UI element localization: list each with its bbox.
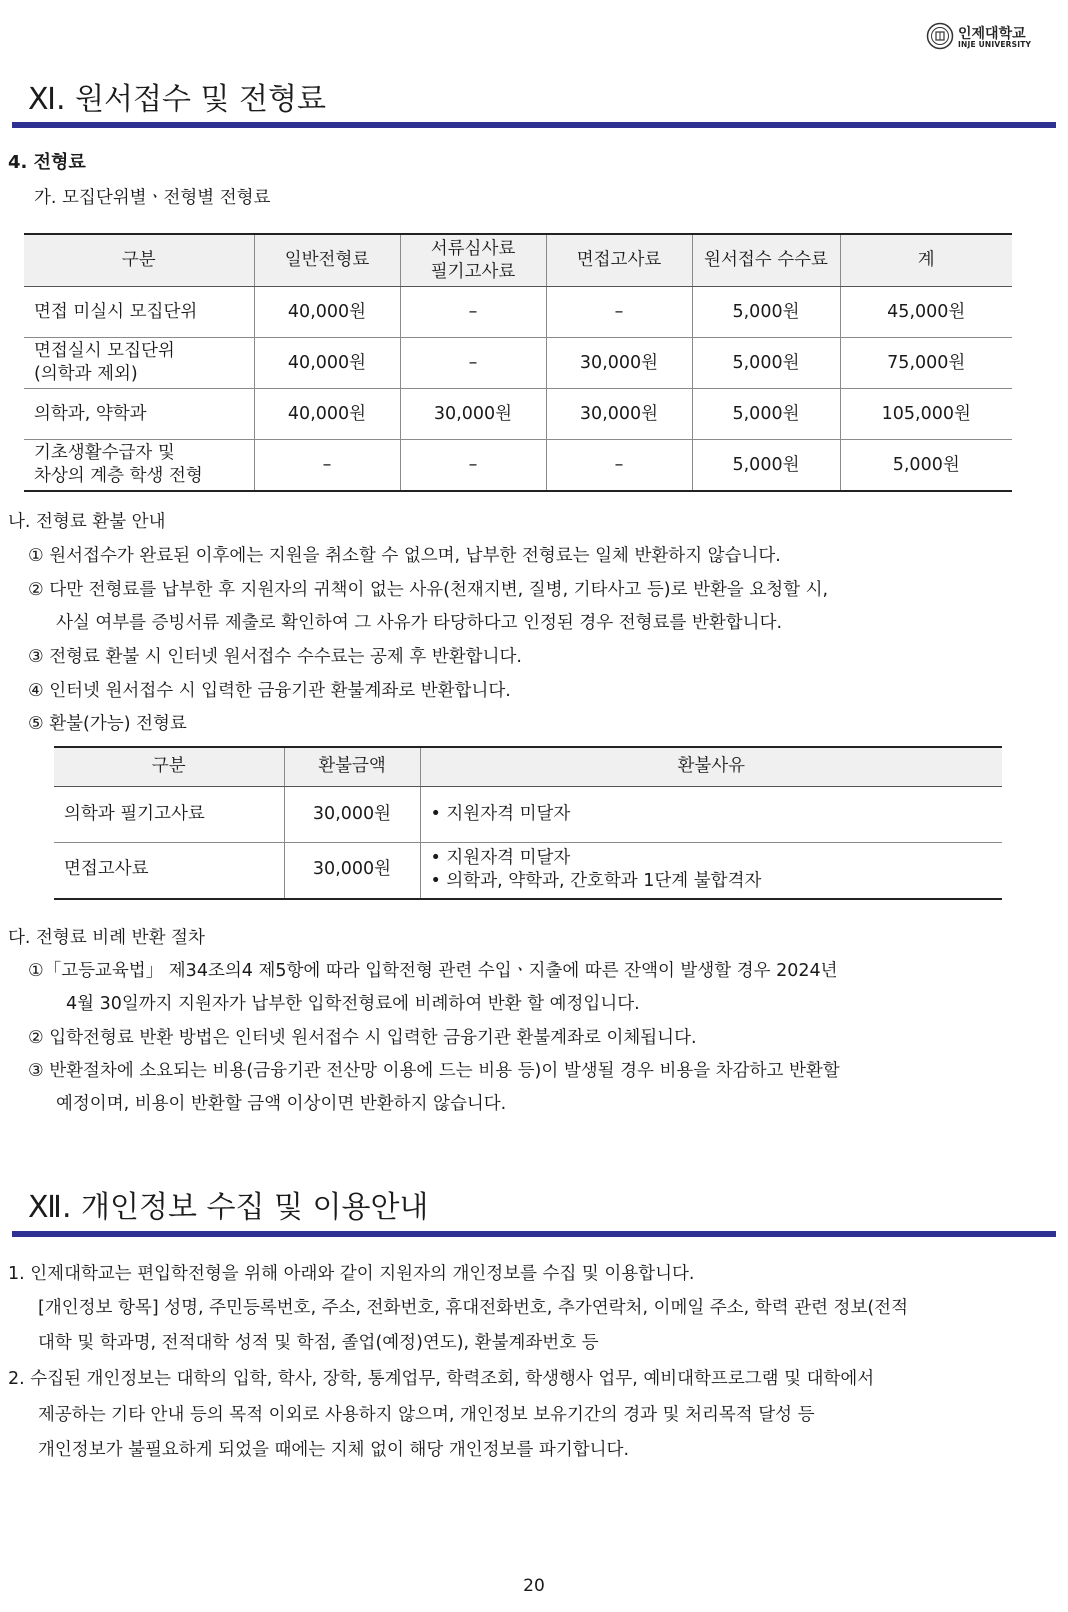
table-row	[24, 440, 1012, 492]
category-line: 차상의 계층 학생 전형	[34, 466, 203, 486]
privacy-item-detail: 대학 및 학과명, 전적대학 성적 및 학점, 졸업(예정)연도), 환불계좌번호 등	[38, 1333, 599, 1353]
refund-col-amount: 환불금액	[284, 747, 420, 787]
fee-cell-total: 105,000원	[840, 389, 1012, 440]
proportional-refund-item: ② 입학전형료 반환 방법은 인터넷 원서접수 시 입력한 금융기관 환불계좌로 이체됩니다.	[28, 1028, 697, 1048]
category-line: (의학과 제외)	[34, 364, 138, 384]
category-line: 기초생활수급자 및	[34, 443, 175, 464]
reason-line: • 의학과, 약학과, 간호학과 1단계 불합격자	[430, 871, 762, 892]
fee-cell-total: 75,000원	[840, 338, 1012, 389]
privacy-item-detail: 개인정보가 불필요하게 되었을 때에는 지체 없이 해당 개인정보를 파기합니다.	[38, 1440, 630, 1460]
reason-line: • 지원자격 미달자	[430, 847, 571, 868]
privacy-item: 1. 인제대학교는 편입학전형을 위해 아래와 같이 지원자의 개인정보를 수집 및 이용합니다.	[8, 1264, 695, 1284]
section-12-title-bar	[12, 1231, 1056, 1237]
fee-cell-interview: 30,000원	[546, 389, 692, 440]
table-row	[54, 843, 1002, 899]
category-line: 의학과, 약학과	[34, 403, 147, 424]
fee-col-application: 원서접수 수수료	[692, 234, 840, 287]
refund-table-header-row	[54, 747, 1002, 787]
fee-cell-interview: –	[546, 287, 692, 338]
proportional-refund-item: ③ 반환절차에 소요되는 비용(금융기관 전산망 이용에 드는 비용 등)이 발생될 경우 비용을 차감하고 반환할	[28, 1061, 840, 1081]
fee-by-unit-heading: 가. 모집단위별ㆍ전형별 전형료	[34, 188, 271, 208]
table-row	[24, 338, 1012, 389]
refund-table	[54, 746, 1002, 900]
table-row	[24, 287, 1012, 338]
refund-item-continued: 사실 여부를 증빙서류 제출로 확인하여 그 사유가 타당하다고 인정된 경우 전형료를 반환합니다.	[56, 613, 783, 633]
fee-col-category: 구분	[24, 234, 254, 287]
university-seal-icon	[926, 22, 954, 50]
reason-line: • 지원자격 미달자	[430, 803, 571, 824]
refund-cell-category: 면접고사료	[54, 843, 284, 899]
fee-table-header-row	[24, 234, 1012, 287]
fee-table	[24, 233, 1012, 492]
privacy-item-detail: [개인정보 항목] 성명, 주민등록번호, 주소, 전화번호, 휴대전화번호, 추가연락처, 이메일 주소, 학력 관련 정보(전적	[38, 1298, 908, 1318]
fee-cell-doc: 30,000원	[400, 389, 546, 440]
refund-item: ③ 전형료 환불 시 인터넷 원서접수 수수료는 공제 후 반환합니다.	[28, 647, 522, 667]
fee-cell-interview: 30,000원	[546, 338, 692, 389]
fee-cell-category	[24, 338, 254, 389]
refund-cell-category: 의학과 필기고사료	[54, 787, 284, 843]
privacy-item: 2. 수집된 개인정보는 대학의 입학, 학사, 장학, 통계업무, 학력조회, 학생행사 업무, 예비대학프로그램 및 대학에서	[8, 1369, 875, 1389]
fee-cell-application: 5,000원	[692, 389, 840, 440]
fee-col-doc-written	[400, 234, 546, 287]
fee-cell-interview: –	[546, 440, 692, 492]
fee-col-total: 계	[840, 234, 1012, 287]
fee-cell-doc: –	[400, 338, 546, 389]
section-12-title: Ⅻ. 개인정보 수집 및 이용안내	[28, 1190, 429, 1225]
logo-korean-name: 인제대학교	[958, 26, 1026, 42]
refund-cell-reason	[420, 787, 1002, 843]
fee-cell-general: 40,000원	[254, 389, 400, 440]
category-line: 면접실시 모집단위	[34, 341, 175, 362]
fee-cell-category	[24, 287, 254, 338]
logo-english-name: INJE UNIVERSITY	[958, 40, 1032, 49]
proportional-refund-item: ①「고등교육법」 제34조의4 제5항에 따라 입학전형 관련 수입ㆍ지출에 따른 잔액이 발생할 경우 2024년	[28, 961, 838, 981]
fee-col-written-label: 필기고사료	[430, 261, 516, 282]
category-line: 면접 미실시 모집단위	[34, 301, 198, 322]
fee-cell-total: 5,000원	[840, 440, 1012, 492]
refund-item: ① 원서접수가 완료된 이후에는 지원을 취소할 수 없으며, 납부한 전형료는 일체 반환하지 않습니다.	[28, 546, 781, 566]
fee-cell-total: 45,000원	[840, 287, 1012, 338]
fee-col-interview: 면접고사료	[546, 234, 692, 287]
refund-item: ② 다만 전형료를 납부한 후 지원자의 귀책이 없는 사유(천재지변, 질병, 기타사고 등)로 반환을 요청할 시,	[28, 580, 829, 600]
refund-item: ⑤ 환불(가능) 전형료	[28, 714, 187, 734]
fee-cell-application: 5,000원	[692, 338, 840, 389]
refund-guide-heading: 나. 전형료 환불 안내	[8, 512, 166, 532]
fee-cell-category	[24, 389, 254, 440]
fee-cell-application: 5,000원	[692, 287, 840, 338]
table-row	[24, 389, 1012, 440]
refund-item: ④ 인터넷 원서접수 시 입력한 금융기관 환불계좌로 반환합니다.	[28, 681, 511, 701]
proportional-refund-item-continued: 예정이며, 비용이 반환할 금액 이상이면 반환하지 않습니다.	[56, 1094, 507, 1114]
fee-cell-doc: –	[400, 440, 546, 492]
fee-cell-category	[24, 440, 254, 492]
refund-cell-reason	[420, 843, 1002, 899]
refund-col-reason: 환불사유	[420, 747, 1002, 787]
proportional-refund-heading: 다. 전형료 비례 반환 절차	[8, 928, 205, 948]
section-11-title-bar	[12, 122, 1056, 128]
refund-col-category: 구분	[54, 747, 284, 787]
refund-cell-amount: 30,000원	[284, 843, 420, 899]
fee-cell-general: –	[254, 440, 400, 492]
page-number: 20	[523, 1576, 545, 1596]
privacy-item-detail: 제공하는 기타 안내 등의 목적 이외로 사용하지 않으며, 개인정보 보유기간의 경과 및 처리목적 달성 등	[38, 1405, 815, 1425]
section-11-title: Ⅺ. 원서접수 및 전형료	[28, 82, 326, 117]
proportional-refund-item-continued: 4월 30일까지 지원자가 납부한 입학전형료에 비례하여 반환 할 예정입니다.	[66, 994, 640, 1014]
subsection-fee-heading: 4. 전형료	[8, 152, 86, 173]
fee-col-doc-label: 서류심사료	[430, 238, 516, 259]
university-logo	[926, 22, 1036, 54]
fee-cell-application: 5,000원	[692, 440, 840, 492]
refund-cell-amount: 30,000원	[284, 787, 420, 843]
fee-cell-doc: –	[400, 287, 546, 338]
table-row	[54, 787, 1002, 843]
fee-col-general: 일반전형료	[254, 234, 400, 287]
fee-cell-general: 40,000원	[254, 338, 400, 389]
fee-cell-general: 40,000원	[254, 287, 400, 338]
